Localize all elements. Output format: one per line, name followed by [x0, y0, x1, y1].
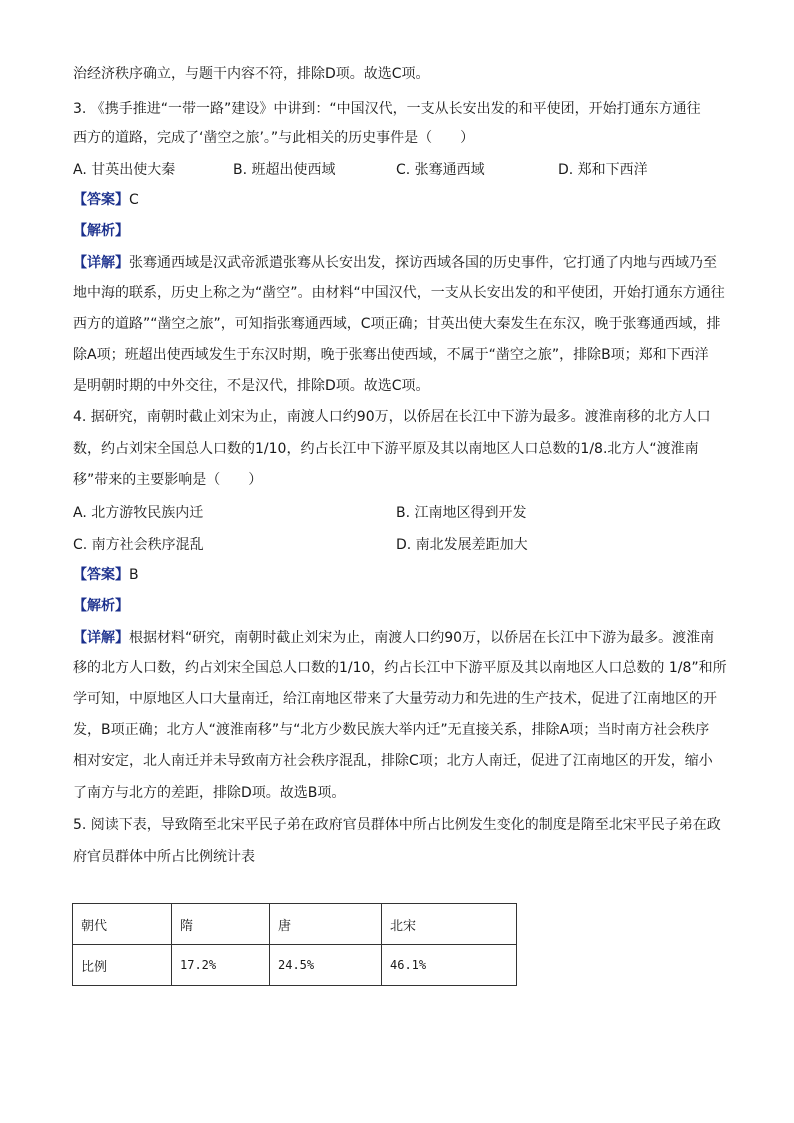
q3-detail-line: 除A项；班超出使西域发生于东汉时期，晚于张骞出使西域，不属于“凿空之旅”，排除B项；郑和下西洋	[73, 347, 709, 363]
detail-text: 根据材料“研究，南朝时截止刘宋为止，南渡人口约90万，以侨居在长江中下游为最多。渡淮南	[129, 630, 715, 646]
answer-tag: 【答案】	[73, 567, 129, 583]
analysis-tag: 【解析】	[73, 598, 129, 614]
q4-detail-line: 学可知，中原地区人口大量南迁，给江南地区带来了大量劳动力和先进的生产技术，促进了江南地区的开	[73, 691, 717, 707]
q3-option-b: B. 班超出使西域	[233, 162, 336, 178]
text-line: 治经济秩序确立，与题干内容不符，排除D项。故选C项。	[73, 66, 430, 82]
analysis-tag: 【解析】	[73, 223, 129, 239]
q3-answer	[73, 190, 723, 210]
q3-option-a: A. 甘英出使大秦	[73, 162, 176, 178]
q3-option-d: D. 郑和下西洋	[558, 162, 648, 178]
table-row	[73, 945, 517, 986]
question-4-stem: 4. 据研究，南朝时截止刘宋为止，南渡人口约90万，以侨居在长江中下游为最多。渡淮南移的北方人口	[73, 409, 711, 425]
question-3-stem: 西方的道路，完成了‘凿空之旅’。”与此相关的历史事件是（ ）	[73, 130, 475, 146]
q3-detail-line: 西方的道路”“凿空之旅”，可知指张骞通西域，C项正确；甘英出使大秦发生在东汉，晚于张骞通西域，排	[73, 316, 721, 332]
q3-option-c: C. 张骞通西域	[396, 162, 485, 178]
table-cell: 24.5%	[270, 945, 382, 986]
q4-detail-line: 发，B项正确；北方人“渡淮南移”与“北方少数民族大举内迁”无直接关系，排除A项；当时南方社会秩序	[73, 722, 710, 738]
table-cell: 17.2%	[172, 945, 270, 986]
q4-detail-line: 了南方与北方的差距，排除D项。故选B项。	[73, 785, 346, 801]
q4-option-d: D. 南北发展差距加大	[396, 537, 528, 553]
q3-detail-line: 是明朝时期的中外交往，不是汉代，排除D项。故选C项。	[73, 378, 430, 394]
q3-detail-line	[73, 253, 723, 273]
q4-detail-line	[73, 628, 723, 648]
question-5-stem: 府官员群体中所占比例统计表	[73, 849, 255, 865]
table-cell: 朝代	[73, 904, 172, 945]
question-4-stem: 移”带来的主要影响是（ ）	[73, 472, 263, 488]
q4-option-a: A. 北方游牧民族内迁	[73, 505, 204, 521]
table-cell: 隋	[172, 904, 270, 945]
table-cell: 北宋	[382, 904, 517, 945]
question-3-stem: 3. 《携手推进“一带一路”建设》中讲到：“中国汉代，一支从长安出发的和平使团，开始打通东方通往	[73, 101, 701, 117]
q4-analysis-heading	[73, 596, 723, 616]
q4-detail-line: 移的北方人口数，约占刘宋全国总人口数的1/10，约占长江中下游平原及其以南地区人口总数的 1/8”和所	[73, 660, 727, 676]
table-cell: 46.1%	[382, 945, 517, 986]
q3-analysis-heading	[73, 221, 723, 241]
answer-value: C	[129, 192, 139, 208]
q3-detail-line: 地中海的联系，历史上称之为“凿空”。由材料“中国汉代，一支从长安出发的和平使团，开始打通东方通往	[73, 285, 725, 301]
table-cell: 唐	[270, 904, 382, 945]
table-header-row	[73, 904, 517, 945]
answer-value: B	[129, 567, 139, 583]
statistics-table	[72, 903, 517, 986]
detail-tag: 【详解】	[73, 255, 129, 271]
detail-text: 张骞通西域是汉武帝派遣张骞从长安出发，探访西域各国的历史事件，它打通了内地与西域乃至	[129, 255, 717, 271]
detail-tag: 【详解】	[73, 630, 129, 646]
table-cell: 比例	[73, 945, 172, 986]
q4-answer	[73, 565, 723, 585]
q4-option-b: B. 江南地区得到开发	[396, 505, 527, 521]
q4-detail-line: 相对安定，北人南迁并未导致南方社会秩序混乱，排除C项；北方人南迁，促进了江南地区的开发，缩小	[73, 753, 713, 769]
question-5-stem: 5. 阅读下表，导致隋至北宋平民子弟在政府官员群体中所占比例发生变化的制度是隋至北宋平民子弟在政	[73, 817, 721, 833]
q4-option-c: C. 南方社会秩序混乱	[73, 537, 204, 553]
question-4-stem: 数，约占刘宋全国总人口数的1/10，约占长江中下游平原及其以南地区人口总数的1/8.北方人“渡淮南	[73, 441, 699, 457]
answer-tag: 【答案】	[73, 192, 129, 208]
